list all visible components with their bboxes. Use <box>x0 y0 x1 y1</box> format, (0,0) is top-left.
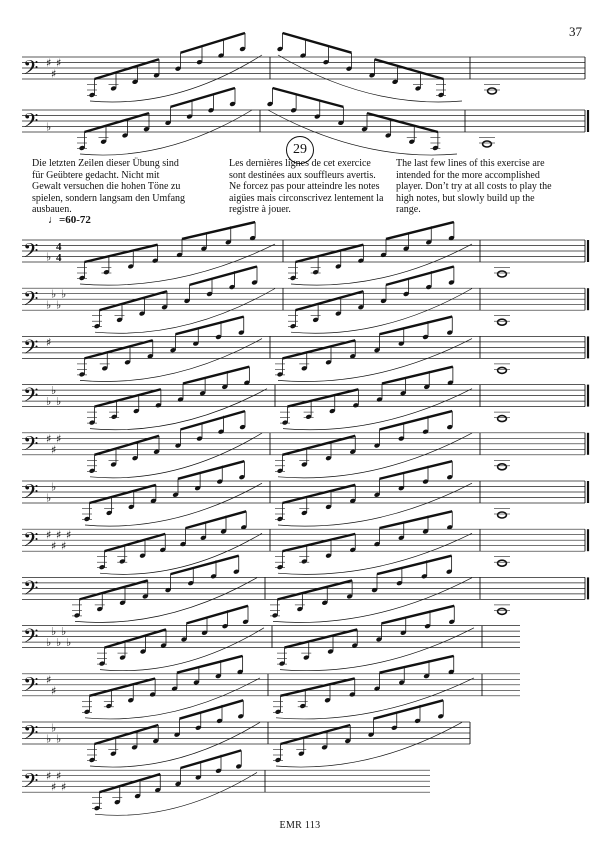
beam <box>283 436 356 455</box>
bass-clef-icon: 𝄢 <box>23 335 39 364</box>
flat-icon: ♭ <box>46 491 52 505</box>
beam <box>181 750 242 768</box>
beam <box>273 88 344 107</box>
beam <box>288 389 359 406</box>
beam <box>90 485 156 503</box>
flat-icon: ♭ <box>46 732 52 746</box>
flat-icon: ♭ <box>46 120 52 134</box>
flat-icon: ♭ <box>56 298 62 312</box>
bass-clef-icon: 𝄢 <box>23 721 39 749</box>
instruction-french: Les dernières lignes de cet exercice sont destinées aux souffleurs avertis. Ne forcez pas pour atteindre les notes aigües mais circonscrivez lentement la registre à jouer. <box>229 158 384 216</box>
beam <box>374 700 444 718</box>
beam <box>100 291 168 310</box>
sharp-icon: ♯ <box>56 528 62 542</box>
bass-clef-icon: 𝄢 <box>23 672 39 701</box>
sharp-icon: ♯ <box>66 528 72 542</box>
flat-icon: ♭ <box>61 287 67 301</box>
sharp-icon: ♯ <box>51 443 57 457</box>
beam <box>85 340 153 358</box>
bass-clef-icon: 𝄢 <box>23 624 39 653</box>
sharp-icon: ♯ <box>46 56 52 70</box>
sharp-icon: ♯ <box>46 335 52 349</box>
whole-note-icon <box>498 608 507 614</box>
flat-icon: ♭ <box>51 721 57 735</box>
flat-icon: ♭ <box>51 384 57 398</box>
sharp-icon: ♯ <box>46 769 52 783</box>
sharp-icon: ♯ <box>61 539 67 553</box>
sharp-icon: ♯ <box>56 769 62 783</box>
page-number: 37 <box>569 24 582 39</box>
instruction-german: Die letzten Zeilen dieser Übung sind für Geübtere gedacht. Nicht mit Gewalt versuchen die hohen Töne zu spielen, sondern langsam den Umfang ausbauen. <box>32 158 186 216</box>
beam <box>380 461 453 479</box>
whole-note-icon <box>498 367 507 373</box>
slur <box>273 578 472 623</box>
flat-icon: ♭ <box>46 298 52 312</box>
beam <box>95 725 159 744</box>
beam <box>105 534 166 551</box>
beam <box>85 245 158 262</box>
beam <box>186 511 247 528</box>
flat-icon: ♭ <box>51 287 57 301</box>
whole-note-icon <box>498 560 507 566</box>
bass-clef-icon: 𝄢 <box>23 287 39 316</box>
bass-clef-icon: 𝄢 <box>23 239 39 267</box>
beam <box>181 33 246 53</box>
bass-clef-icon: 𝄢 <box>23 431 39 460</box>
beam <box>171 556 239 574</box>
flat-icon: ♭ <box>46 636 52 650</box>
slur <box>100 533 262 574</box>
beam <box>181 411 246 429</box>
bass-clef-icon: 𝄢 <box>23 576 39 605</box>
beam <box>285 629 358 647</box>
instruction-english: The last few lines of this exercise are intended for the more accomplished player. Don’t try at all costs to play the high notes, but slowly build up the range. <box>396 158 552 216</box>
beam <box>190 267 258 285</box>
beam <box>380 317 453 335</box>
sharp-icon: ♯ <box>51 539 57 553</box>
whole-note-icon <box>488 88 497 94</box>
slur <box>276 678 474 719</box>
flat-icon: ♭ <box>51 625 57 639</box>
time-sig-bottom: 4 <box>56 252 62 264</box>
footer-code: EMR 113 <box>279 820 321 831</box>
beam <box>177 656 243 673</box>
bass-clef-icon: 𝄢 <box>23 56 39 84</box>
bass-clef-icon: 𝄢 <box>23 383 39 412</box>
bass-clef-icon: 𝄢 <box>23 769 39 798</box>
beam <box>283 340 356 358</box>
beam <box>386 222 454 239</box>
whole-note-icon <box>483 141 492 147</box>
flat-icon: ♭ <box>56 636 62 650</box>
sharp-icon: ♯ <box>51 67 57 81</box>
sharp-icon: ♯ <box>56 56 62 70</box>
flat-icon: ♭ <box>46 395 52 409</box>
slur <box>278 55 462 102</box>
beam <box>377 556 452 574</box>
flat-icon: ♭ <box>61 625 67 639</box>
whole-note-icon <box>498 512 507 518</box>
flat-icon: ♭ <box>46 250 52 264</box>
beam <box>95 436 160 455</box>
beam <box>278 580 353 599</box>
sharp-icon: ♯ <box>46 432 52 446</box>
tempo-marking: ♩=60-72 <box>48 214 91 226</box>
beam <box>171 88 236 107</box>
beam <box>386 267 454 285</box>
bass-clef-icon: 𝄢 <box>23 109 39 137</box>
beam <box>283 33 352 53</box>
flat-icon: ♭ <box>66 636 72 650</box>
beam <box>95 389 161 406</box>
beam <box>85 113 150 132</box>
beam <box>80 580 148 599</box>
beam <box>380 656 454 673</box>
slur <box>268 110 457 155</box>
sharp-icon: ♯ <box>46 673 52 687</box>
bass-clef-icon: 𝄢 <box>23 528 39 557</box>
beam <box>178 461 244 479</box>
beam <box>296 291 364 310</box>
beam <box>183 367 249 384</box>
flat-icon: ♭ <box>56 395 62 409</box>
time-sig-top: 4 <box>56 241 62 253</box>
flat-icon: ♭ <box>56 732 62 746</box>
sharp-icon: ♯ <box>51 684 57 698</box>
sharp-icon: ♯ <box>51 780 57 794</box>
slur <box>95 772 257 815</box>
exercise-number: 29 <box>286 136 314 164</box>
whole-note-icon <box>498 464 507 470</box>
beam <box>380 411 453 429</box>
sharp-icon: ♯ <box>61 780 67 794</box>
beam <box>380 511 453 528</box>
beam <box>281 725 351 744</box>
beam <box>182 222 255 239</box>
beam <box>105 629 167 647</box>
whole-note-icon <box>498 271 507 277</box>
beam <box>367 113 438 132</box>
beam <box>187 606 249 624</box>
beam <box>283 534 356 551</box>
beam <box>382 606 455 624</box>
whole-note-icon <box>498 319 507 325</box>
flat-icon: ♭ <box>51 480 57 494</box>
beam <box>180 700 244 718</box>
beam <box>281 678 355 695</box>
beam <box>90 678 156 695</box>
bass-clef-icon: 𝄢 <box>23 480 39 508</box>
beam <box>296 245 364 262</box>
beam <box>283 485 356 503</box>
beam <box>100 774 161 792</box>
whole-note-icon <box>498 416 507 422</box>
beam <box>382 367 453 384</box>
sharp-icon: ♯ <box>56 432 62 446</box>
sharp-icon: ♯ <box>46 528 52 542</box>
